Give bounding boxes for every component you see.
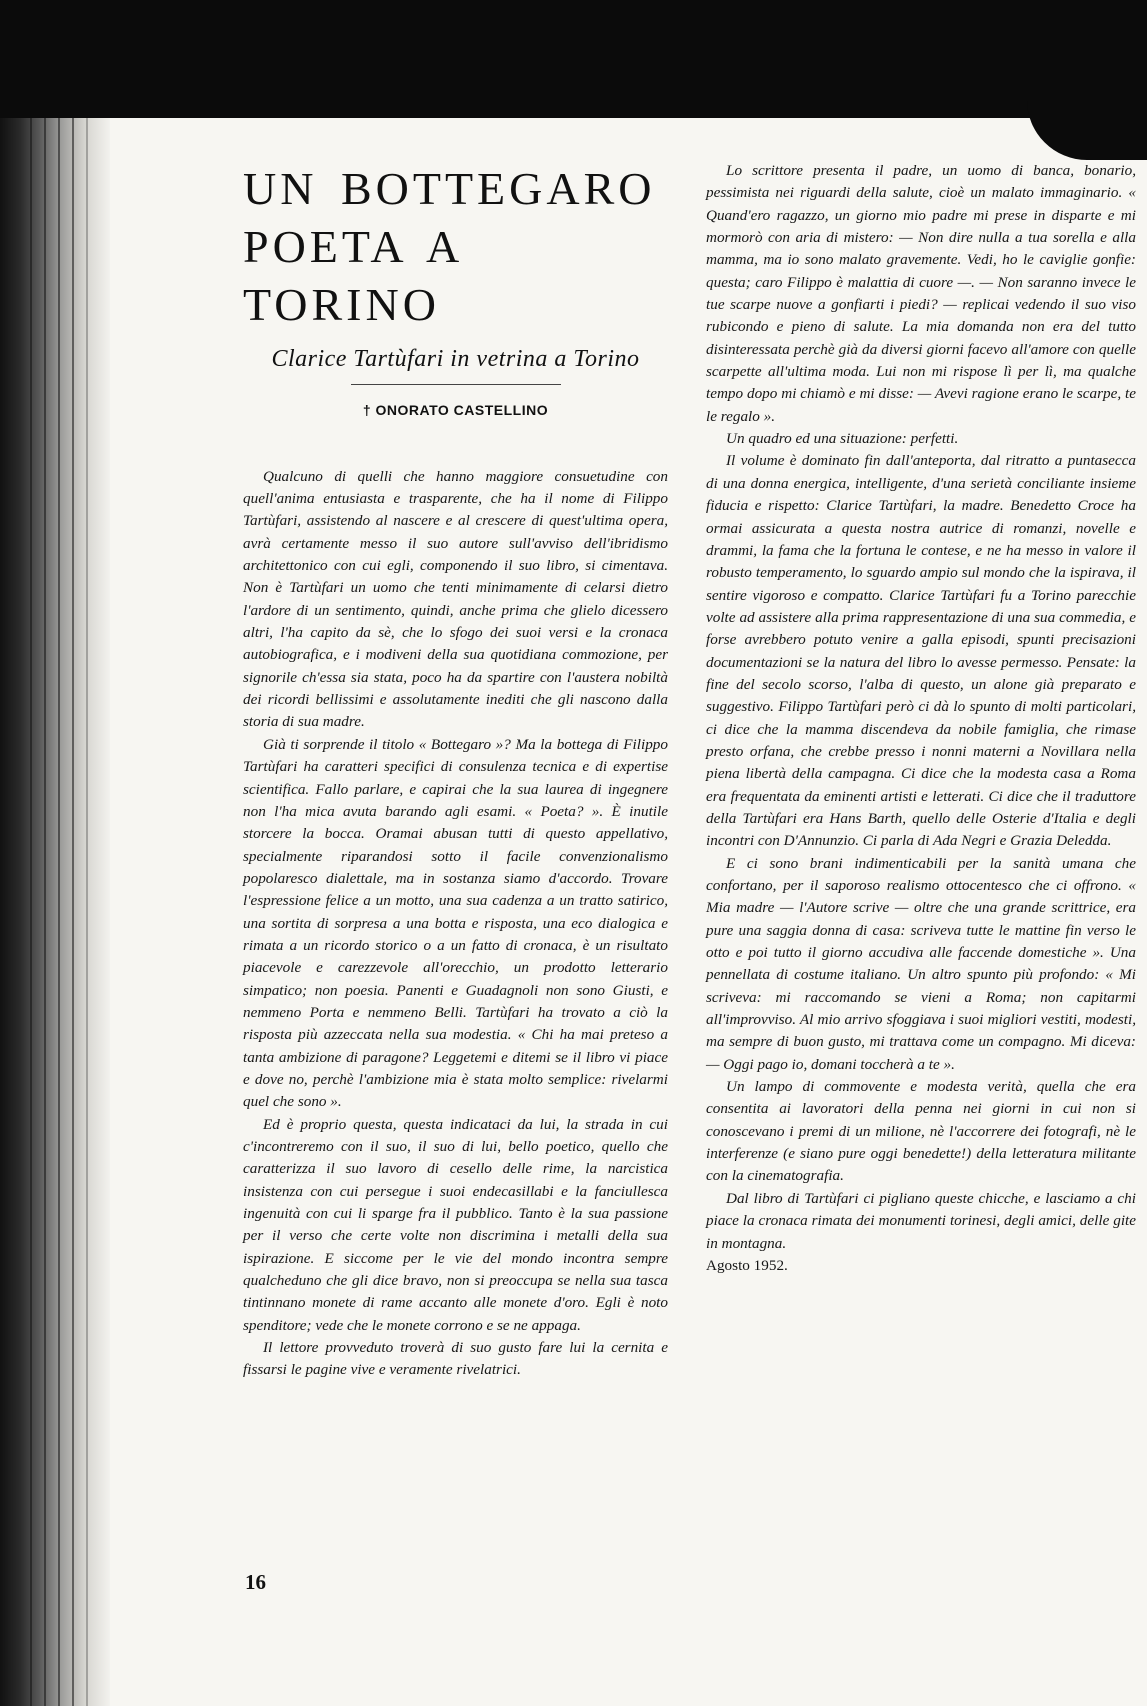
page-number: 16 [245,1570,266,1594]
article-author: † ONORATO CASTELLINO [362,402,549,419]
paragraph: Qualcuno di quelli che hanno maggiore consuetudine con quell'anima entusiasta e trasparente, che ha il nome di Filippo Tartùfari, assistendo al nascere e al crescere di quest'ultima opera, avrà certamente messo il suo autore sull'avviso dell'ibridismo architettonico con cui egli, componendo il suo libro, si cimentava. Non è Tartùfari un uomo che tenti minimamente di celarsi dietro l'ardore di un sentimento, quindi, anche prima che glielo dicessero altri, l'ha capito da sè, che lo sfogo dei suoi versi e la cronaca autobiografica, e i modiveni della sua quotidiana commozione, per signorile ch'essa sia stata, poco ha da spartire con l'austera nobiltà dei ricordi bellissimi e assolutamente inediti che gli nascono dalla storia di sua madre. [243,467,668,731]
paragraph: Un lampo di commovente e modesta verità, quella che era consentita ai lavoratori della penna nei giorni in cui non si conoscevano i premi di un milione, nè l'accorrere dei fotografi, nè le interferenze (e siano pure oggi benedette!) della letteratura militante con la cinematografia. [706,1078,1136,1185]
paragraph: Già ti sorprende il titolo « Bottegaro »? Ma la bottega di Filippo Tartùfari ha caratteri specifici di consulenza tecnica e di expertise scientifica. Fallo parlare, e capirai che la sua laurea di ingegnere non l'ha mica avuta barando agli esami. « Poeta? ». È inutile storcere la bocca. Oramai abusan tutti di questo appellativo, specialmente riparandosi sotto il facile convenzionalismo popolaresco dialettale, ma in sostanza siamo d'accordo. Trovare l'espressione felice a un motto, una sua cadenza a un tratto satirico, una sortita di sorpresa a una botta e risposta, una eco dialogica e rimata a un ricordo storico o a un fatto di cronaca, è un risultato piacevole e carezzevole all'orecchio, un prodotto letterario simpatico; non poesia. Panenti e Guadagnoli non sono Giusti, e nemmeno Porta e nemmeno Belli. Tartùfari ha trovato a ciò la risposta più azzeccata nella sua modestia. « Chi ha mai preteso a tanta ambizione di paragone? Leggetemi e ditemi se il libro vi piace e dove no, perchè l'ambizione mia è stata molto semplice: rivelarmi quel che sono ». [243,735,668,1111]
right-column [706,160,1136,1277]
article-title [243,160,668,334]
article-date: Agosto 1952. [706,1256,788,1274]
paragraph: Ed è proprio questa, questa indicataci da lui, la strada in cui c'incontreremo con il suo, il suo di lui, bello poetico, quello che caratterizza il suo lavoro di cesello delle rime, la narcistica insistenza con cui persegue i suoi endecasillabi e la fanciullesca ingenuità con cui li sparge fra il pubblico. Tanto è la sua passione per il verso che certe volte non discrimina i metalli della sua ispirazione. E siccome per le vie del mondo incontra sempre qualcheduno che gli dice bravo, non si preoccupa se nella sua tasca tintinnano monete di rame accanto alle monete d'oro. Egli è noto spenditore; vede che le monete corrono e se ne appaga. [243,1115,668,1334]
paragraph: Dal libro di Tartùfari ci pigliano queste chicche, e lasciamo a chi piace la cronaca rimata dei monumenti torinesi, degli amici, delle gite in montagna. [706,1189,1136,1252]
scan-top-border [0,0,1147,118]
title-line-2: POETA A TORINO [243,221,461,330]
paragraph: E ci sono brani indimenticabili per la sanità umana che confortano, per il saporoso realismo ottocentesco che ci offrono. « Mia madre — l'Autore scrive — oltre che una grande scrittrice, era pure una saggia donna di casa: scriveva tutte le mattine fin verso le otto e poi tutto il giorno accudiva alle faccende domestiche ». Una pennellata di costume italiano. Un altro spunto più profondo: « Mi scriveva: mi raccomando se vieni a Roma; non capitarmi all'improvviso. Al mio arrivo sfoggiava i suoi migliori vestiti, modesti, ma sempre di buon gusto, mi trattava come un compagno. Mi diceva: — Oggi pago io, domani toccherà a te ». [706,854,1136,1073]
book-binding-edge [0,110,110,1706]
title-divider [351,384,561,385]
paragraph: Il lettore provveduto troverà di suo gusto fare lui la cernita e fissarsi le pagine vive e veramente rivelatrici. [243,1339,668,1379]
paragraph: Un quadro ed una situazione: perfetti. [726,430,959,448]
article-subtitle: Clarice Tartùfari in vetrina a Torino [271,346,640,372]
title-line-1: UN BOTTEGARO [243,163,656,214]
paragraph: Il volume è dominato fin dall'anteporta, dal ritratto a puntasecca di una donna energica, intelligente, d'una serietà conciliante insieme fiducia e rispetto: Clarice Tartùfari, la madre. Benedetto Croce ha ormai assicurata a questa nostra autrice di romanzi, novelle e drammi, la fama che la fortuna le contese, e ne ha messo in valore il robusto temperamento, lo sguardo ampio sul mondo che la ispirava, il sentire vigoroso e compatto. Clarice Tartùfari fu a Torino parecchie volte ad assistere alla prima rappresentazione di una sua commedia, e forse avrebbero potuto venire a galla episodi, spunti precisazioni documentazioni se la natura del libro lo avesse permesso. Pensate: la fine del secolo scorso, l'alba di questo, un alone già preparato e suggestivo. Filippo Tartùfari però ci dà lo spunto di molti particolari, ci dice che la mamma discendeva da nobile famiglia, che rimase presto orfana, che crebbe presso i nonni materni a Novillara nella piena libertà della campagna. Ci dice che la modesta casa a Roma era frequentata da eminenti artisti e letterati. Ci dice che il traduttore della Tartùfari era Hans Barth, quello delle Osterie d'Italia e degli incontri con D'Annunzio. Ci parla di Ada Negri e Grazia Deledda. [706,452,1136,850]
left-column [243,160,668,1382]
paragraph: Lo scrittore presenta il padre, un uomo di banca, bonario, pessimista nei riguardi della salute, cioè un malato immaginario. « Quand'ero ragazzo, un giorno mio padre mi prese in disparte e mi mormorò con aria di mistero: — Non dire nulla a tua sorella e alla mamma, ma io sono malato gravemente. Vedi, ho le caviglie gonfie: questa; caro Filippo è malattia di cuore —. — Non saranno invece le tue scarpe nuove a gonfiarti i piedi? — replicai vedendo il suo viso rubicondo e pieno di salute. La mia domanda non era del tutto disinteressata perchè già da diversi giorni facevo all'amore con quelle scarpette all'ultima moda. Lui non mi rispose lì per lì, ma qualche tempo dopo mi chiamò e mi disse: — Avevi ragione erano le scarpe, te le regalo ». [706,162,1136,425]
